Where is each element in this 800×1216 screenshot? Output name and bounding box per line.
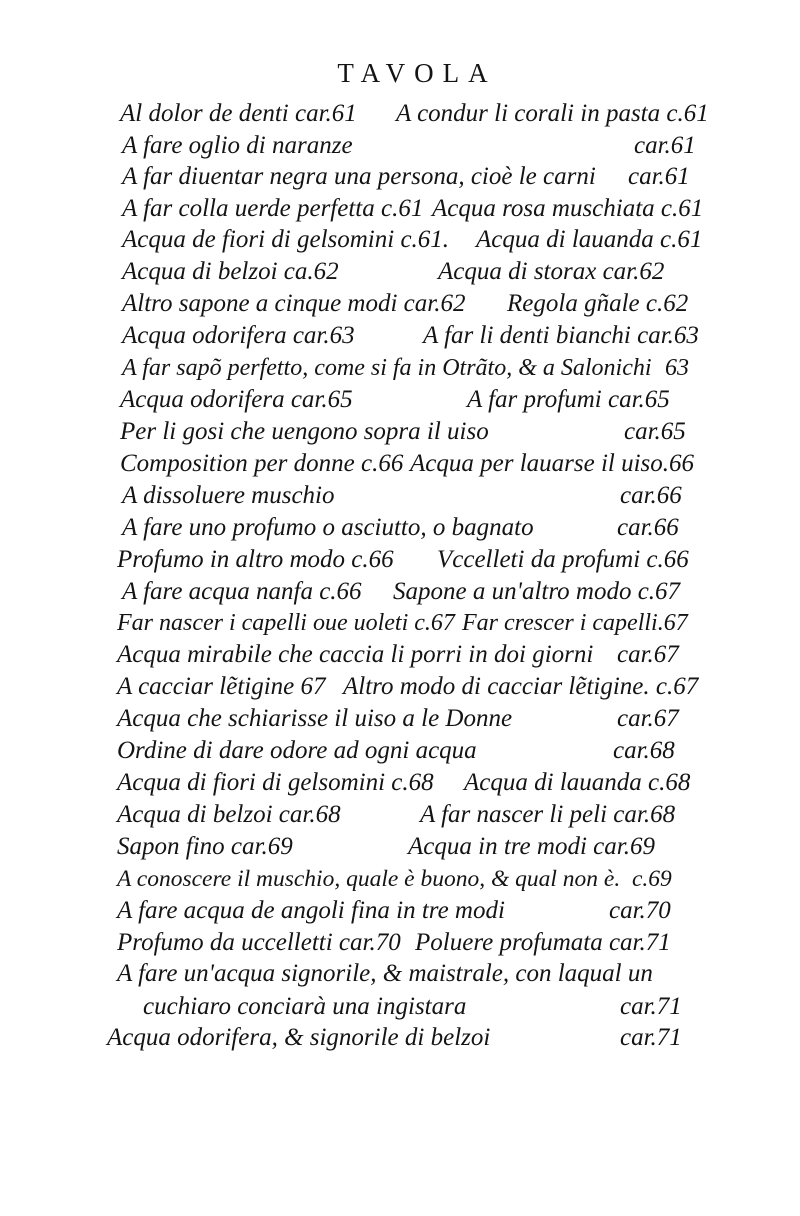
entry-right-text: 63 xyxy=(665,355,689,381)
entry-main-text: A fare acqua de angoli fina in tre modi xyxy=(117,897,505,924)
entry-main-text: A fare oglio di naranze xyxy=(122,132,353,159)
entry-right-text: car.61 xyxy=(628,163,690,190)
index-entry xyxy=(0,256,760,288)
entry-right-text: Poluere profumata car.71 xyxy=(415,929,671,956)
entry-main-text: A cacciar lẽtigine 67 xyxy=(117,673,326,700)
index-entry xyxy=(0,544,760,576)
entry-right-text: Acqua di storax car.62 xyxy=(438,258,665,285)
index-entry xyxy=(0,576,760,608)
entry-right-text: A far nascer li peli car.68 xyxy=(420,801,676,828)
entry-right-text: A far li denti bianchi car.63 xyxy=(423,322,699,349)
entry-right-text: Acqua per lauarse il uiso.66 xyxy=(410,450,695,477)
index-entry xyxy=(0,639,760,671)
entry-main-text: Sapon fino car.69 xyxy=(117,833,293,860)
entry-main-text: Acqua mirabile che caccia li porri in doi giorni xyxy=(117,641,594,668)
entry-right-text: car.67 xyxy=(617,641,679,668)
index-entry xyxy=(0,767,760,799)
index-entry xyxy=(0,320,760,352)
index-entry xyxy=(0,288,760,320)
index-entry xyxy=(0,703,760,735)
index-entry xyxy=(0,161,760,193)
entry-right-text: Acqua rosa muschiata c.61 xyxy=(432,195,704,222)
entry-main-text: A fare uno profumo o asciutto, o bagnato xyxy=(122,514,534,541)
entry-right-text: car.67 xyxy=(617,705,679,732)
entry-main-text: Ordine di dare odore ad ogni acqua xyxy=(117,737,477,764)
entry-main-text: Acqua odorifera, & signorile di belzoi xyxy=(107,1024,491,1051)
entry-right-text: Vccelleti da profumi c.66 xyxy=(437,546,689,573)
entry-right-text: Regola gñale c.62 xyxy=(507,290,689,317)
index-entry xyxy=(0,927,760,959)
index-entry xyxy=(0,831,760,863)
entry-right-text: car.66 xyxy=(620,482,682,509)
entry-right-text: Acqua in tre modi car.69 xyxy=(408,833,655,860)
index-entry xyxy=(0,863,760,895)
entry-main-text: cuchiaro conciarà una ingistara xyxy=(143,993,467,1020)
entry-right-text: Acqua di lauanda c.61 xyxy=(476,226,703,253)
entry-right-text: Sapone a un'altro modo c.67 xyxy=(393,578,681,605)
index-entry xyxy=(0,895,760,927)
entry-right-text: Altro modo di cacciar lẽtigine. c.67 xyxy=(343,673,699,700)
index-entry xyxy=(0,448,760,480)
entry-right-text: A far profumi car.65 xyxy=(467,386,670,413)
entry-main-text: A fare un'acqua signorile, & maistrale, con laqual un xyxy=(117,960,653,987)
index-entry xyxy=(0,799,760,831)
entry-main-text: A dissoluere muschio xyxy=(122,482,335,509)
entry-main-text: Acqua di belzoi ca.62 xyxy=(122,258,339,285)
entry-main-text: A far sapõ perfetto, come si fa in Otrãto, & a Salonichi xyxy=(122,355,652,381)
entry-main-text: Acqua che schiarisse il uiso a le Donne xyxy=(117,705,513,732)
entry-main-text: Profumo in altro modo c.66 xyxy=(117,546,394,573)
entry-main-text: Acqua di fiori di gelsomini c.68 xyxy=(117,769,434,796)
page-title: TAVOLA xyxy=(337,58,497,88)
index-entry xyxy=(0,193,760,225)
entry-main-text: Acqua odorifera car.63 xyxy=(122,322,355,349)
entry-main-text: Altro sapone a cinque modi car.62 xyxy=(122,290,466,317)
index-entry xyxy=(0,607,760,639)
index-entry xyxy=(0,98,760,130)
entry-right-text: car.68 xyxy=(613,737,675,764)
entry-main-text: Acqua odorifera car.65 xyxy=(120,386,353,413)
entry-main-text: A fare acqua nanfa c.66 xyxy=(122,578,362,605)
entry-main-text: Acqua di belzoi car.68 xyxy=(117,801,341,828)
entry-right-text: Far crescer i capelli.67 xyxy=(462,610,688,636)
index-entry xyxy=(0,1022,760,1054)
entry-right-text: car.65 xyxy=(624,418,686,445)
entry-main-text: Per li gosi che uengono sopra il uiso xyxy=(120,418,489,445)
index-entry xyxy=(0,512,760,544)
entry-main-text: A conoscere il muschio, quale è buono, & qual non è. xyxy=(117,866,621,892)
entry-main-text: Profumo da uccelletti car.70 xyxy=(117,929,401,956)
entry-right-text: car.66 xyxy=(617,514,679,541)
entry-main-text: Composition per donne c.66 xyxy=(120,450,404,477)
index-entry xyxy=(0,735,760,767)
index-entry xyxy=(0,671,760,703)
index-entry xyxy=(0,224,760,256)
entry-right-text: car.71 xyxy=(620,1024,682,1051)
index-entry xyxy=(0,480,760,512)
entry-right-text: A condur li corali in pasta c.61 xyxy=(396,100,709,127)
index-entry xyxy=(0,958,760,990)
entry-right-text: car.70 xyxy=(609,897,671,924)
entry-main-text: Al dolor de denti car.61 xyxy=(120,100,357,127)
entry-right-text: car.71 xyxy=(620,993,682,1020)
entry-main-text: A far colla uerde perfetta c.61 xyxy=(122,195,424,222)
entry-right-text: car.61 xyxy=(634,132,696,159)
entry-right-text: Acqua di lauanda c.68 xyxy=(464,769,691,796)
index-entry xyxy=(0,416,760,448)
index-entry xyxy=(0,130,760,162)
index-entry xyxy=(0,352,760,384)
entry-right-text: c.69 xyxy=(632,866,672,892)
entry-main-text: Far nascer i capelli oue uoleti c.67 xyxy=(117,610,455,636)
index-entry xyxy=(0,991,760,1023)
entry-main-text: A far diuentar negra una persona, cioè le carni xyxy=(122,163,596,190)
index-entry xyxy=(0,384,760,416)
entry-main-text: Acqua de fiori di gelsomini c.61. xyxy=(122,226,450,253)
